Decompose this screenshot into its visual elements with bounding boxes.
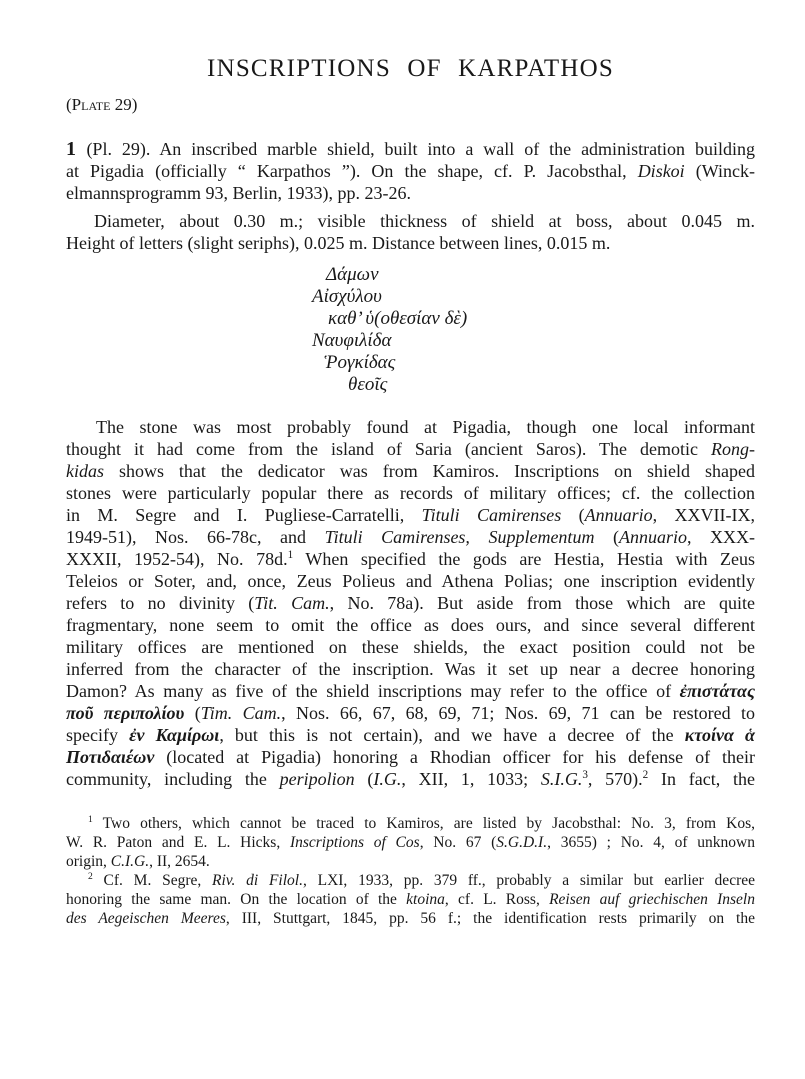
text-run: (Winck- [684,161,755,182]
text-run: Ῥογκίδας [324,352,396,374]
text-run: ποῦ περιπολίου [66,703,185,724]
text-line [66,526,755,548]
text-line [66,636,755,658]
text-line [66,138,755,160]
text-line [66,680,755,702]
text-line [66,482,755,504]
text-run: Δάμων [326,264,379,286]
text-run: Tituli Camirenses [421,505,562,526]
text-line [66,768,755,790]
text-line [66,438,755,460]
text-run: , 570). [587,769,643,790]
text-line [312,352,755,374]
text-run: inferred from the character of the inscription. Was it set up near a decree honoring [66,659,755,680]
footnote-marker: 1 [287,549,294,562]
intro-paragraph [66,138,755,204]
footnote-1 [66,814,755,871]
measurements-paragraph [66,210,755,254]
text-run: , III, Stuttgart, 1845, pp. 56 f.; the identification rests primarily on the [225,910,755,928]
text-run: Annuario [618,527,687,548]
text-run: , XXX- [686,527,755,548]
text-run: , No. 67 ( [419,834,497,852]
text-line [66,182,755,204]
text-run: Annuario [584,505,653,526]
page-title: INSCRIPTIONS OF KARPATHOS [207,55,614,82]
page-content [0,55,805,928]
text-run: When specified the gods are Hestia, Hestia with Zeus [293,549,755,570]
footnote-marker: 3 [582,769,588,782]
text-line [66,890,755,909]
text-run: The stone was most probably found at Pigadia, though one local informant [96,417,755,438]
text-run: Ναυφιλίδα [312,330,392,352]
text-line [312,330,755,352]
text-line [66,833,755,852]
text-run: in M. Segre and I. Pugliese-Carratelli, [66,505,422,526]
text-line [66,814,755,833]
text-run: ( [66,94,72,114]
text-run: In fact, the [648,769,755,790]
text-line [66,909,755,928]
text-run: Tit. Cam. [254,593,330,614]
footnote-2 [66,871,755,928]
text-run: ( [184,703,201,724]
text-line [66,570,755,592]
text-line [66,614,755,636]
text-run: Αἰσχύλου [312,286,382,308]
text-run: Height of letters (slight seriphs), 0.025 m. Distance between lines, 0.015 m. [66,233,611,254]
text-run: XXXII, 1952-54), No. 78d. [66,549,288,570]
text-run: at Pigadia (officially “ Karpathos ”). On the shape, cf. P. Jacobsthal, [66,161,638,182]
footnote-marker: 2 [642,769,649,782]
text-run: (Pl. 29). An inscribed marble shield, built into a wall of the administration building [86,139,755,160]
text-run: Cf. M. Segre, [92,872,213,890]
text-run: ἐπιστάτας [679,681,755,702]
text-run: ( [561,505,585,526]
text-run: I.G. [373,769,402,790]
text-line [66,232,755,254]
text-run: 1949-51), Nos. 66-78c, and [66,527,325,548]
footnote-marker: 1 [88,814,93,826]
text-run: Inscriptions of Cos [289,834,420,852]
text-line [312,374,755,396]
plate-caption [66,96,755,115]
text-run: Diameter, about 0.30 m.; visible thickness of shield at boss, about 0.045 m. [94,211,755,232]
text-run: elmannsprogramm 93, Berlin, 1933), pp. 23-26. [66,183,411,204]
text-line [66,460,755,482]
text-run: military offices are mentioned on these shields, the exact position could not be [66,637,755,658]
text-run: honoring the same man. On the location of the [66,891,407,909]
text-run: des Aegeischen Meeres [66,910,226,928]
text-line [312,308,755,330]
text-run: 29) [110,94,138,114]
text-run: Tim. Cam. [200,703,282,724]
text-line [66,852,755,871]
text-line [66,160,755,182]
discussion-paragraph [66,416,755,790]
text-line [66,871,755,890]
document-page [0,55,805,1079]
text-line [66,592,755,614]
text-run: origin, [66,853,111,871]
text-line [66,504,755,526]
text-run: Two others, which cannot be traced to Kamiros, are listed by Jacobsthal: No. 3, from Kos, [92,815,755,833]
text-run: , 3655) ; No. 4, of unknown [547,834,755,852]
text-run: , No. 78a). But aside from those which are quite [329,593,755,614]
text-run: θεοῖς [348,374,388,396]
text-run: W. R. Paton and E. L. Hicks, [66,834,290,852]
text-run: Reisen auf griechischen Inseln [549,891,755,909]
text-run: , XXVII-IX, [652,505,756,526]
text-run: community, including the [66,769,280,790]
text-run: kidas [66,461,104,482]
text-run: Damon? As many as five of the shield inscriptions may refer to the office of [66,681,680,702]
text-run: thought it had come from the island of Saria (ancient Saros). The demotic [66,439,711,460]
text-run: Plate [71,94,111,114]
text-run: shows that the dedicator was from Kamiros. Inscriptions on shield shaped [104,461,755,482]
text-run: , LXI, 1933, pp. 379 ff., probably a similar but earlier decree [302,872,755,890]
greek-inscription [312,264,755,396]
text-line [312,264,755,286]
text-run: fragmentary, none seem to omit the office as does ours, and since several different [66,615,755,636]
text-run: stones were particularly popular there as records of military offices; cf. the collection [66,483,755,504]
text-run: , II, 2654. [149,853,210,871]
text-run: καθ’ ὑ(οθεσίαν δὲ) [328,308,468,330]
text-line [66,724,755,746]
text-line [66,658,755,680]
text-run: Rong- [711,439,755,460]
text-run: ktoina [406,891,445,909]
text-run: refers to no divinity ( [66,593,255,614]
text-line [66,548,755,570]
footnote-marker: 2 [88,871,93,883]
text-run: C.I.G. [110,853,150,871]
text-run: , Nos. 66, 67, 68, 69, 71; Nos. 69, 71 can be restored to [281,703,755,724]
text-run: ἐν Καμίρωι [129,725,220,746]
text-run: Tituli Camirenses, Supplementum [324,527,595,548]
text-run: (located at Pigadia) honoring a Rhodian officer for his defense of their [154,747,755,768]
text-run: ( [354,769,374,790]
text-run: κτοίνα ἁ [684,725,755,746]
text-run: Diskoi [637,161,685,182]
text-run: 1 [66,138,87,161]
footnotes-section [66,814,755,928]
text-run: specify [66,725,130,746]
text-line [66,416,755,438]
text-line [66,702,755,724]
text-run: ( [594,527,619,548]
text-run: Teleios or Soter, and, once, Zeus Polieus and Athena Polias; one inscription evidently [66,571,755,592]
text-run: peripolion [279,769,355,790]
text-line [66,96,755,115]
text-line [312,286,755,308]
text-run: , cf. L. Ross, [444,891,550,909]
text-run: S.G.D.I. [496,834,548,852]
text-run: Ποτιδαιέων [66,747,155,768]
text-line [66,746,755,768]
text-line [66,210,755,232]
text-run: , XII, 1, 1033; [401,769,541,790]
text-run: , but this is not certain), and we have a decree of the [219,725,685,746]
text-run: Riv. di Filol. [212,872,303,890]
text-run: S.I.G. [540,769,583,790]
